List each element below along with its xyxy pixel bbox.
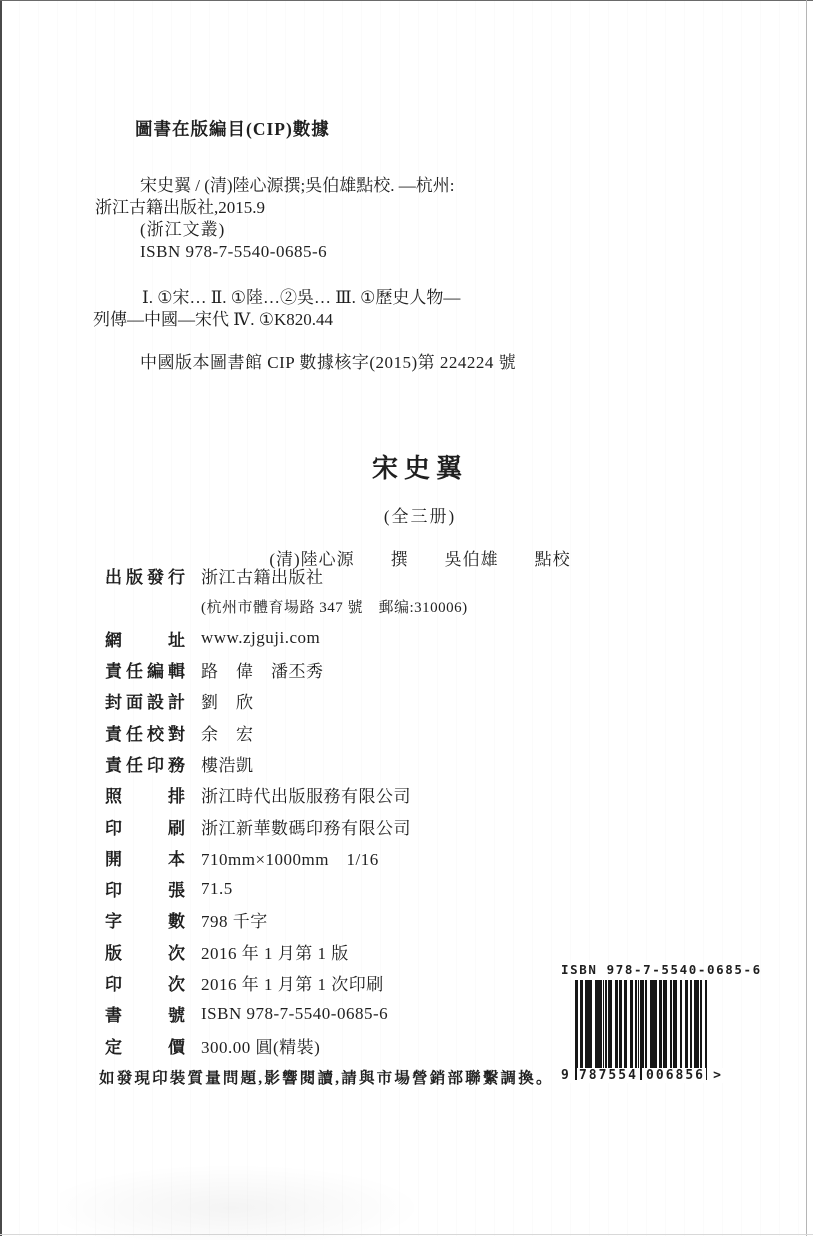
colophon-row-printing [105,810,585,841]
colophon-label: 版次 [105,943,185,963]
colophon-row-impression [105,967,585,998]
colophon-label: 責任校對 [105,724,185,744]
title-block [95,448,745,570]
colophon-list [105,560,585,1061]
colophon-row-word-count [105,904,585,935]
book-title: 宋史翼 [371,454,468,483]
colophon-label: 定價 [105,1037,185,1057]
barcode-digits [560,1068,724,1083]
cip-record-number: 中國版本圖書館 CIP 數據核字(2015)第 224224 號 [140,353,517,372]
colophon-label: 開本 [105,849,185,869]
colophon-label: 書號 [105,1006,185,1026]
colophon-row-print-manager [105,748,585,779]
colophon-value: 劉 欣 [201,693,254,713]
colophon-label: 責任印務 [105,755,185,775]
volume-note: (全三册) [383,507,457,526]
colophon-value: 浙江新華數碼印務有限公司 [201,818,411,838]
colophon-value: 路 偉 潘丕秀 [201,662,324,682]
barcode-isbn-text: ISBN 978-7-5540-0685-6 [561,962,762,977]
colophon-value: 2016 年 1 月第 1 版 [201,943,349,963]
colophon-label: 印次 [105,975,185,994]
colophon-label: 印張 [105,881,185,901]
colophon-row-address [105,591,585,622]
cip-classification-line: 列傳—中國—宋代 Ⅳ. ①K820.44 [93,310,334,329]
colophon-value: 71.5 [201,878,233,898]
cip-isbn-line: ISBN 978-7-5540-0685-6 [140,242,328,261]
colophon-value: ISBN 978-7-5540-0685-6 [201,1003,389,1023]
cip-header: 圖書在版編目(CIP)數據 [135,119,330,139]
barcode-guard-left [575,980,577,1080]
colophon-label: 出版發行 [105,568,185,588]
colophon-row-publisher [105,560,585,591]
colophon-label: 封面設計 [105,693,185,713]
colophon-label: 印刷 [105,818,185,838]
cip-series-line: (浙江文叢) [140,220,226,239]
colophon-row-isbn [105,998,585,1029]
colophon-row-proofreader [105,716,585,747]
colophon-value: www.zjguji.com [201,628,321,648]
scan-smudge [60,1160,440,1240]
colophon-label: 字數 [105,912,185,932]
colophon-value: 798 千字 [201,912,268,932]
barcode-digit-group2: 006856 [646,1068,706,1083]
colophon-row-price [105,1029,585,1060]
colophon-row-website [105,623,585,654]
colophon-row-format [105,842,585,873]
authors-line: (清)陸心源 撰 吳伯雄 點校 [269,550,571,569]
colophon-value: 樓浩凱 [201,755,254,775]
barcode-digit-lead: 9 [561,1068,571,1083]
barcode-block [556,962,762,1092]
scan-edge-left [0,0,2,1236]
colophon-row-typesetting [105,779,585,810]
colophon-value: 浙江時代出版服務有限公司 [201,787,411,807]
barcode-guard-right [705,980,707,1080]
barcode-digit-group1: 787554 [578,1068,638,1083]
colophon-value: 2016 年 1 月第 1 次印刷 [201,975,384,994]
colophon-label: 照排 [105,787,185,807]
colophon-value: (杭州市體育場路 347 號 郵编:310006) [201,600,468,617]
colophon-value: 710mm×1000mm 1/16 [201,849,379,869]
colophon-row-sheets [105,873,585,904]
scan-edge-right [806,0,807,1236]
colophon-value: 余 宏 [201,724,254,744]
cip-classification-line: Ⅰ. ①宋… Ⅱ. ①陸…②吳… Ⅲ. ①歷史人物— [142,288,461,307]
colophon-row-cover-design [105,685,585,716]
colophon-row-edition [105,936,585,967]
quality-note: 如發現印裝質量問題,影響閱讀,請與市場營銷部聯繫調換。 [99,1070,554,1087]
barcode-digit-tail: > [713,1068,723,1083]
scan-edge-top [0,0,813,1]
colophon-value: 浙江古籍出版社 [201,568,324,588]
colophon-label: 責任編輯 [105,662,185,682]
cip-description-line: 宋史翼 / (清)陸心源撰;吳伯雄點校. —杭州: [140,176,455,195]
cip-block [93,118,655,372]
colophon-label: 網址 [105,630,185,650]
colophon-row-editor [105,654,585,685]
cip-description-line: 浙江古籍出版社,2015.9 [95,198,265,217]
colophon-value: 300.00 圓(精裝) [201,1037,321,1057]
barcode-guard-center [640,980,642,1080]
